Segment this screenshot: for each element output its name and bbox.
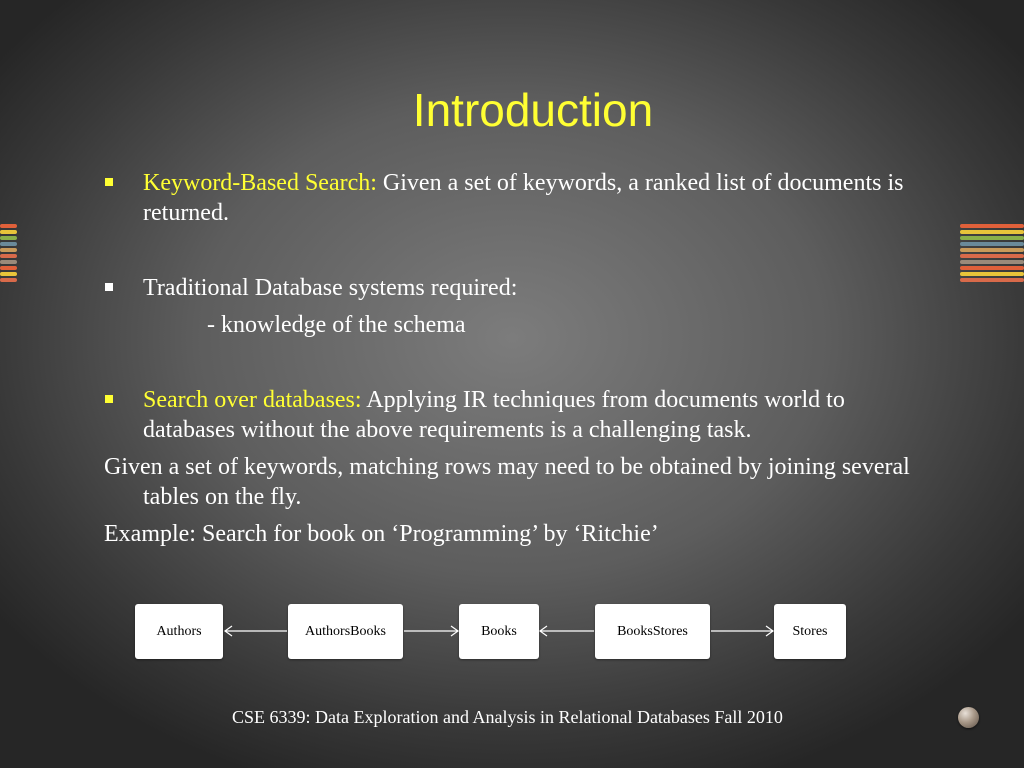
bullet-keyword-search <box>104 168 924 228</box>
square-bullet-icon <box>105 395 113 403</box>
node-authorsbooks: AuthorsBooks <box>288 604 403 659</box>
bullet-highlight: Search over databases: <box>143 387 362 413</box>
bullet-text: Given a set of keywords, a ranked list of documents is returned. <box>143 170 904 226</box>
bullet-traditional-db <box>104 273 924 303</box>
sub-item-schema: - knowledge of the schema <box>207 312 466 338</box>
slide-footer: CSE 6339: Data Exploration and Analysis in Relational Databases Fall 2010 <box>232 707 783 727</box>
arrowhead-right-icon <box>451 626 458 636</box>
bullet-text: Applying IR techniques from documents world to databases without the above requirements is a challenging task. <box>143 387 845 443</box>
paragraph-example: Example: Search for book on ‘Programming’ by ‘Ritchie’ <box>104 521 659 547</box>
node-stores: Stores <box>774 604 846 659</box>
bullet-text: Traditional Database systems required: <box>143 275 518 301</box>
node-books: Books <box>459 604 539 659</box>
square-bullet-icon <box>105 283 113 291</box>
square-bullet-icon <box>105 178 113 186</box>
sphere-decoration-icon <box>958 707 979 728</box>
paragraph-joining: Given a set of keywords, matching rows may need to be obtained by joining several tables on the fly. <box>104 454 910 510</box>
node-authors: Authors <box>135 604 223 659</box>
node-booksstores: BooksStores <box>595 604 710 659</box>
bullet-search-databases <box>104 385 924 445</box>
slide-title: Introduction <box>412 84 654 136</box>
left-stripes-decoration <box>0 224 17 284</box>
bullet-highlight: Keyword-Based Search: <box>143 170 377 196</box>
slide-body <box>104 168 924 549</box>
right-stripes-decoration <box>960 224 1024 284</box>
arrowhead-right-icon <box>766 626 773 636</box>
arrowhead-left-icon <box>540 626 547 636</box>
arrowhead-left-icon <box>225 626 232 636</box>
